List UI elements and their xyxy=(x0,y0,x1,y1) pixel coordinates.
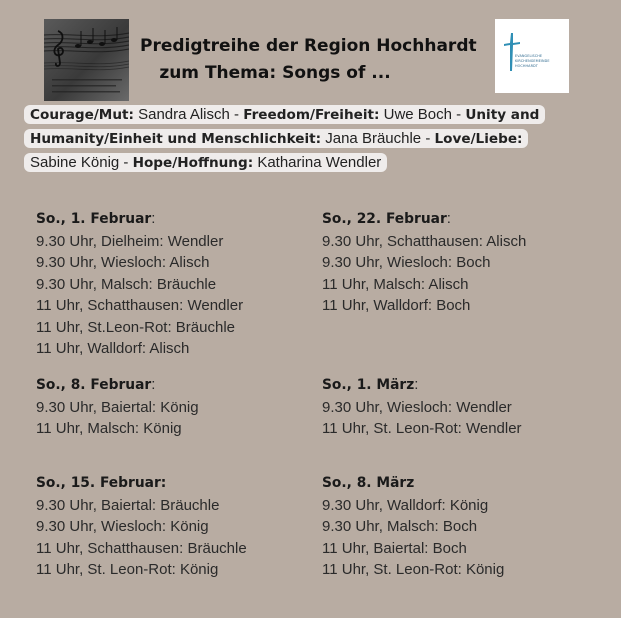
service-row: 11 Uhr, Malsch: Alisch xyxy=(322,275,469,293)
service-row: 9.30 Uhr, Schatthausen: Alisch xyxy=(322,232,527,250)
service-row: 11 Uhr, Schatthausen: Wendler xyxy=(36,297,244,314)
service-row: 9.30 Uhr, Wiesloch: Alisch xyxy=(36,254,210,271)
church-logo xyxy=(495,19,569,93)
service-row: 11 Uhr, St.Leon-Rot: Bräuchle xyxy=(36,318,235,336)
schedule-day: So., 22. Februar: 9.30 Uhr, Schatthausen: Alisch 9.30 Uhr, Wiesloch: Boch 11 Uhr, Malsch: Alisch 11 Uhr, Walldorf: Boch xyxy=(322,208,526,317)
music-staff-graphic xyxy=(44,19,129,101)
theme-label: Freedom/Freiheit: xyxy=(243,107,380,123)
service-row: 9.30 Uhr, Baiertal: Bräuchle xyxy=(36,496,220,514)
theme-label: Hope/Hoffnung: xyxy=(132,155,254,171)
service-row: 11 Uhr, Schatthausen: Bräuchle xyxy=(36,539,247,557)
theme-speaker: Sabine König xyxy=(30,154,120,171)
day-date: So., 8. März xyxy=(322,475,415,491)
theme-label: Love/Liebe: xyxy=(434,131,523,147)
day-date: So., 22. Februar xyxy=(322,211,447,227)
theme-speaker: Katharina Wendler xyxy=(257,154,382,171)
service-row: 11 Uhr, St. Leon-Rot: Wendler xyxy=(322,420,522,437)
schedule-day: So., 1. Februar: 9.30 Uhr, Dielheim: Wendler 9.30 Uhr, Wiesloch: Alisch 9.30 Uhr, Malsch: Bräuchle 11 Uhr, Schatthausen: Wendler 11 Uhr, St.Leon-Rot: Bräuchle 11 Uhr, Walldorf: Alisch xyxy=(36,208,243,360)
schedule-day: So., 8. Februar: 9.30 Uhr, Baiertal: König 11 Uhr, Malsch: König xyxy=(36,374,199,440)
theme-speaker: Uwe Boch xyxy=(383,106,452,123)
service-row: 11 Uhr, St. Leon-Rot: König xyxy=(322,561,505,578)
service-row: 9.30 Uhr, Dielheim: Wendler xyxy=(36,232,224,250)
service-row: 9.30 Uhr, Malsch: Bräuchle xyxy=(36,275,217,293)
day-date: So., 1. Februar xyxy=(36,211,152,227)
service-row: 11 Uhr, Malsch: König xyxy=(36,420,182,437)
day-date: So., 15. Februar: xyxy=(36,475,167,491)
day-date: So., 1. März xyxy=(322,377,415,393)
schedule-day xyxy=(36,472,247,581)
service-row: 9.30 Uhr, Wiesloch: König xyxy=(36,518,209,535)
service-row: 11 Uhr, Baiertal: Boch xyxy=(322,539,467,557)
day-date: So., 8. Februar xyxy=(36,377,152,393)
theme-label: Courage/Mut: xyxy=(30,107,134,123)
service-row: 9.30 Uhr, Walldorf: König xyxy=(322,496,489,514)
schedule-day xyxy=(322,472,504,581)
title-line-2: zum Thema: Songs of ... xyxy=(159,63,391,83)
service-row: 9.30 Uhr, Malsch: Boch xyxy=(322,518,478,535)
logo-text-line-3: HOCHHARDT xyxy=(515,64,538,68)
service-row: 9.30 Uhr, Baiertal: König xyxy=(36,398,199,416)
service-row: 9.30 Uhr, Wiesloch: Boch xyxy=(322,254,491,271)
service-row: 9.30 Uhr, Wiesloch: Wendler xyxy=(322,398,512,416)
service-row: 11 Uhr, Walldorf: Boch xyxy=(322,297,471,314)
service-row: 11 Uhr, Walldorf: Alisch xyxy=(36,340,190,357)
logo-text-line-2: KIRCHENGEMEINDE xyxy=(515,59,550,63)
page-title xyxy=(140,33,477,87)
title-line-1: Predigtreihe der Region Hochhardt xyxy=(140,36,477,56)
theme-speaker: Jana Bräuchle xyxy=(325,130,422,147)
service-row: 11 Uhr, St. Leon-Rot: König xyxy=(36,561,219,578)
themes-block: Courage/Mut: Sandra Alisch - Freedom/Freiheit: Uwe Boch - Unity and Humanity/Einheit und Menschlichkeit: Jana Bräuchle - Love/Liebe: Sabine König - Hope/Hoffnung: Katharina Wendler xyxy=(30,103,590,175)
theme-speaker: Sandra Alisch xyxy=(138,106,230,123)
music-sheet-image xyxy=(44,19,129,101)
logo-text-line-1: EVANGELISCHE xyxy=(515,54,543,58)
schedule-day: So., 1. März: 9.30 Uhr, Wiesloch: Wendler 11 Uhr, St. Leon-Rot: Wendler xyxy=(322,374,522,440)
